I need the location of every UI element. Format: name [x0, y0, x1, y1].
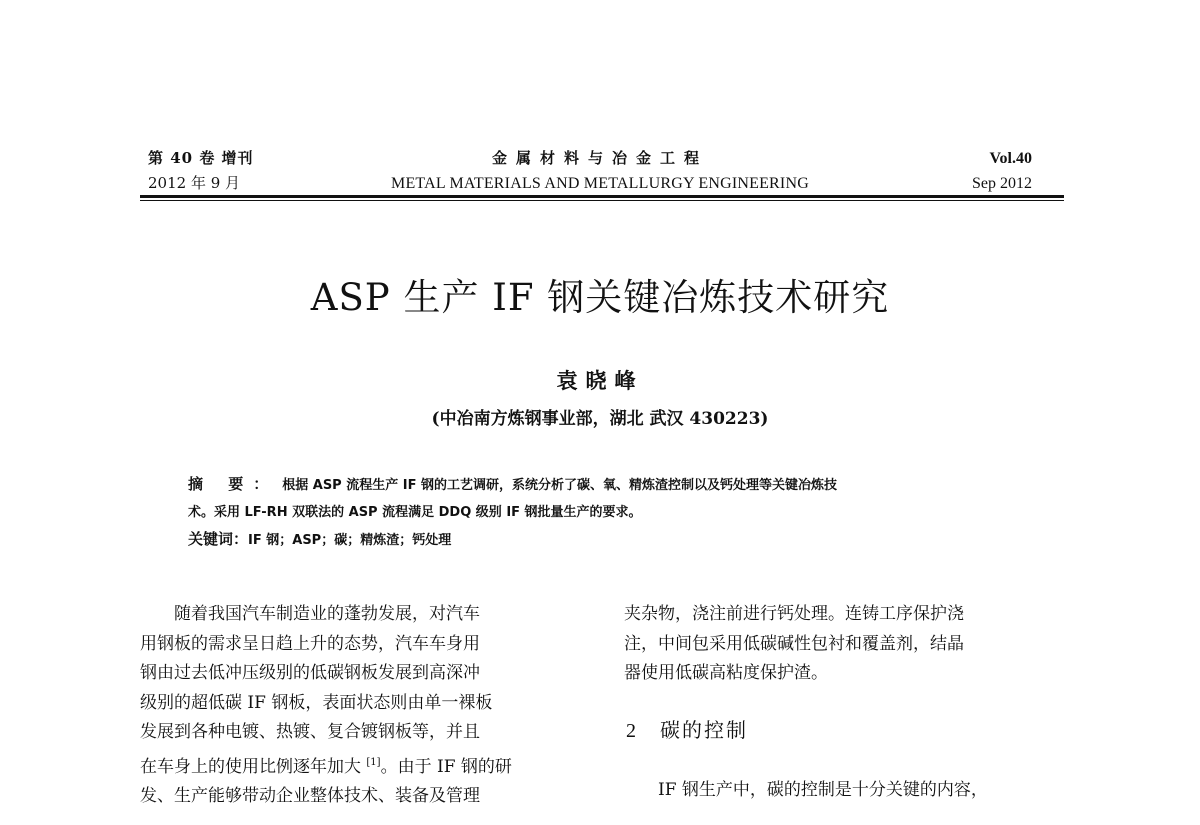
article-author: 袁晓峰 — [556, 368, 644, 393]
body-column-left — [140, 600, 582, 812]
body-line-text: 在车身上的使用比例逐年加大 — [140, 756, 361, 777]
abstract-line-1 — [188, 471, 1048, 499]
section-heading — [626, 715, 1064, 746]
abstract-text-1: 根据 ASP 流程生产 IF 钢的工艺调研，系统分析了碳、氧、精炼渣控制以及钙处理等关键冶炼技 — [282, 478, 838, 493]
section-number: 2 — [626, 719, 638, 742]
body-line: 发展到各种电镀、热镀、复合镀钢板等，并且 — [140, 722, 480, 742]
body-line: 级别的超低碳 IF 钢板，表面状态则由单一裸板 — [140, 692, 493, 713]
body-line: 随着我国汽车制造业的蓬勃发展，对汽车 — [174, 604, 480, 624]
abstract-line-2: 术。采用 LF-RH 双联法的 ASP 流程满足 DDQ 级别 IF 钢批量生产的要求。 — [188, 505, 642, 520]
body-line-with-citation — [140, 748, 582, 783]
body-line: IF 钢生产中，碳的控制是十分关键的内容， — [658, 779, 988, 800]
body-column-right — [624, 600, 1064, 805]
header-rule-thick — [140, 195, 1064, 198]
keywords-text: IF 钢；ASP；碳；精炼渣；钙处理 — [248, 533, 452, 548]
header-left — [148, 146, 254, 196]
article-title: ASP 生产 IF 钢关键冶炼技术研究 — [310, 276, 890, 319]
abstract-block — [188, 471, 1048, 554]
header-center — [340, 146, 860, 196]
header-right — [972, 146, 1032, 196]
body-line-tail: 。由于 IF 钢的研 — [380, 756, 512, 777]
section-title: 碳的控制 — [660, 717, 748, 742]
body-line: 钢由过去低冲压级别的低碳钢板发展到高深冲 — [140, 663, 480, 683]
body-line: 注，中间包采用低碳碱性包衬和覆盖剂，结晶 — [624, 633, 964, 654]
abstract-label: 摘 要： — [188, 475, 279, 493]
article-affiliation: (中冶南方炼钢事业部，湖北 武汉 430223) — [431, 409, 769, 429]
header-journal-cn: 金属材料与冶金工程 — [491, 149, 708, 167]
header-volume-en: Vol.40 — [989, 150, 1032, 167]
citation-ref: [1] — [366, 756, 381, 768]
body-line: 发、生产能够带动企业整体技术、装备及管理 — [140, 786, 480, 806]
header-volume-cn: 第 40 卷 增刊 — [148, 149, 254, 167]
header-rule-thin — [140, 200, 1064, 201]
keywords-label: 关键词： — [188, 530, 249, 548]
body-line: 用钢板的需求呈日趋上升的态势，汽车车身用 — [140, 633, 480, 654]
header-journal-en: METAL MATERIALS AND METALLURGY ENGINEERING — [391, 175, 809, 192]
body-line: 夹杂物，浇注前进行钙处理。连铸工序保护浇 — [624, 604, 964, 624]
keywords-line — [188, 526, 1048, 554]
header-date-cn: 2012 年 9 月 — [148, 174, 241, 192]
body-line: 器使用低碳高粘度保护渣。 — [624, 663, 828, 683]
header-date-en: Sep 2012 — [972, 175, 1032, 192]
